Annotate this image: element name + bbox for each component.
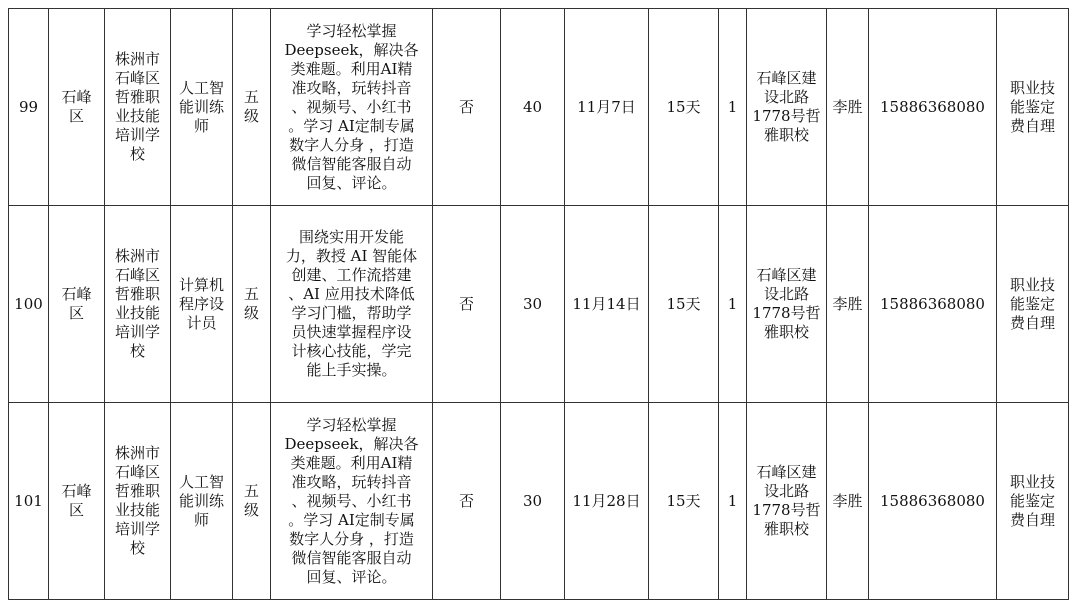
cell-text-level: 五 级 xyxy=(243,88,259,125)
cell-phone xyxy=(869,9,997,206)
cell-training-content xyxy=(271,206,433,403)
cell-row-number xyxy=(9,9,49,206)
cell-duration xyxy=(649,206,719,403)
cell-flag xyxy=(433,9,501,206)
cell-text-district: 石峰 区 xyxy=(61,482,92,519)
cell-text-flag: 否 xyxy=(458,491,474,510)
cell-row-number xyxy=(9,403,49,600)
cell-text-no: 99 xyxy=(18,97,39,116)
cell-school xyxy=(105,403,171,600)
cell-text-address: 石峰区建 设北路 1778号哲 雅职校 xyxy=(752,266,821,341)
cell-flag xyxy=(433,403,501,600)
cell-start-date xyxy=(565,403,649,600)
cell-text-no: 101 xyxy=(14,491,43,510)
training-schedule-table xyxy=(8,8,1069,600)
cell-text-fee: 职业技 能鉴定 费自理 xyxy=(1009,472,1055,529)
cell-text-duration: 15天 xyxy=(666,491,701,510)
cell-occupation xyxy=(171,206,233,403)
cell-row-number xyxy=(9,206,49,403)
cell-phone xyxy=(869,403,997,600)
cell-text-contact: 李胜 xyxy=(832,491,863,510)
cell-duration xyxy=(649,9,719,206)
cell-text-duration: 15天 xyxy=(666,294,701,313)
cell-school xyxy=(105,206,171,403)
cell-flag xyxy=(433,206,501,403)
cell-text-date: 11月28日 xyxy=(572,491,641,510)
cell-text-phone: 15886368080 xyxy=(880,97,985,116)
cell-text-date: 11月14日 xyxy=(572,294,641,313)
cell-sessions xyxy=(719,403,747,600)
cell-text-occupation: 计算机 程序设 计员 xyxy=(178,275,224,332)
cell-address xyxy=(747,9,827,206)
cell-count xyxy=(501,403,565,600)
cell-text-fee: 职业技 能鉴定 费自理 xyxy=(1009,78,1055,135)
cell-text-occupation: 人工智 能训练 师 xyxy=(178,78,224,135)
cell-text-content: 围绕实用开发能 力，教授 AI 智能体 创建、工作流搭建 、AI 应用技术降低 学习门槛，帮助学 员快速掌握程序设 计核心技能，学完 能上手实操。 xyxy=(285,228,418,379)
cell-text-date: 11月7日 xyxy=(577,97,636,116)
cell-fee-note xyxy=(997,403,1069,600)
cell-fee-note xyxy=(997,9,1069,206)
cell-text-level: 五 级 xyxy=(243,482,259,519)
cell-text-district: 石峰 区 xyxy=(61,88,92,125)
cell-text-school: 株洲市 石峰区 哲雅职 业技能 培训学 校 xyxy=(114,50,160,163)
cell-start-date xyxy=(565,206,649,403)
cell-text-contact: 李胜 xyxy=(832,97,863,116)
cell-text-address: 石峰区建 设北路 1778号哲 雅职校 xyxy=(752,69,821,144)
cell-district xyxy=(49,9,105,206)
table-row xyxy=(9,9,1069,206)
cell-text-address: 石峰区建 设北路 1778号哲 雅职校 xyxy=(752,463,821,538)
cell-training-content xyxy=(271,403,433,600)
cell-text-content: 学习轻松掌握 Deepseek，解决各 类难题。利用AI精 准攻略，玩转抖音 、视频号、小红书 。学习 AI定制专属 数字人分身 ，打造 微信智能客服自动 回复、评论。 xyxy=(284,21,419,192)
cell-training-content xyxy=(271,9,433,206)
cell-address xyxy=(747,206,827,403)
cell-district xyxy=(49,403,105,600)
cell-text-school: 株洲市 石峰区 哲雅职 业技能 培训学 校 xyxy=(114,247,160,360)
cell-start-date xyxy=(565,9,649,206)
cell-text-flag: 否 xyxy=(458,97,474,116)
cell-text-level: 五 级 xyxy=(243,285,259,322)
cell-school xyxy=(105,9,171,206)
cell-address xyxy=(747,403,827,600)
cell-text-duration: 15天 xyxy=(666,97,701,116)
cell-text-sessions: 1 xyxy=(727,294,738,313)
cell-text-no: 100 xyxy=(14,294,43,313)
cell-duration xyxy=(649,403,719,600)
cell-text-content: 学习轻松掌握 Deepseek，解决各 类难题。利用AI精 准攻略，玩转抖音 、视频号、小红书 。学习 AI定制专属 数字人分身 ，打造 微信智能客服自动 回复、评论。 xyxy=(284,415,419,586)
cell-text-sessions: 1 xyxy=(727,491,738,510)
table-row xyxy=(9,206,1069,403)
cell-text-phone: 15886368080 xyxy=(880,294,985,313)
cell-text-count: 30 xyxy=(522,294,543,313)
cell-text-school: 株洲市 石峰区 哲雅职 业技能 培训学 校 xyxy=(114,444,160,557)
cell-count xyxy=(501,9,565,206)
cell-text-count: 40 xyxy=(522,97,543,116)
cell-occupation xyxy=(171,9,233,206)
cell-occupation xyxy=(171,403,233,600)
cell-text-fee: 职业技 能鉴定 费自理 xyxy=(1009,275,1055,332)
table-row xyxy=(9,403,1069,600)
cell-sessions xyxy=(719,206,747,403)
cell-text-district: 石峰 区 xyxy=(61,285,92,322)
cell-contact xyxy=(827,9,869,206)
cell-district xyxy=(49,206,105,403)
cell-phone xyxy=(869,206,997,403)
cell-level xyxy=(233,9,271,206)
cell-contact xyxy=(827,403,869,600)
cell-level xyxy=(233,206,271,403)
cell-text-count: 30 xyxy=(522,491,543,510)
cell-contact xyxy=(827,206,869,403)
cell-text-sessions: 1 xyxy=(727,97,738,116)
cell-text-phone: 15886368080 xyxy=(880,491,985,510)
cell-text-flag: 否 xyxy=(458,294,474,313)
cell-count xyxy=(501,206,565,403)
cell-text-contact: 李胜 xyxy=(832,294,863,313)
cell-fee-note xyxy=(997,206,1069,403)
cell-sessions xyxy=(719,9,747,206)
cell-level xyxy=(233,403,271,600)
cell-text-occupation: 人工智 能训练 师 xyxy=(178,472,224,529)
